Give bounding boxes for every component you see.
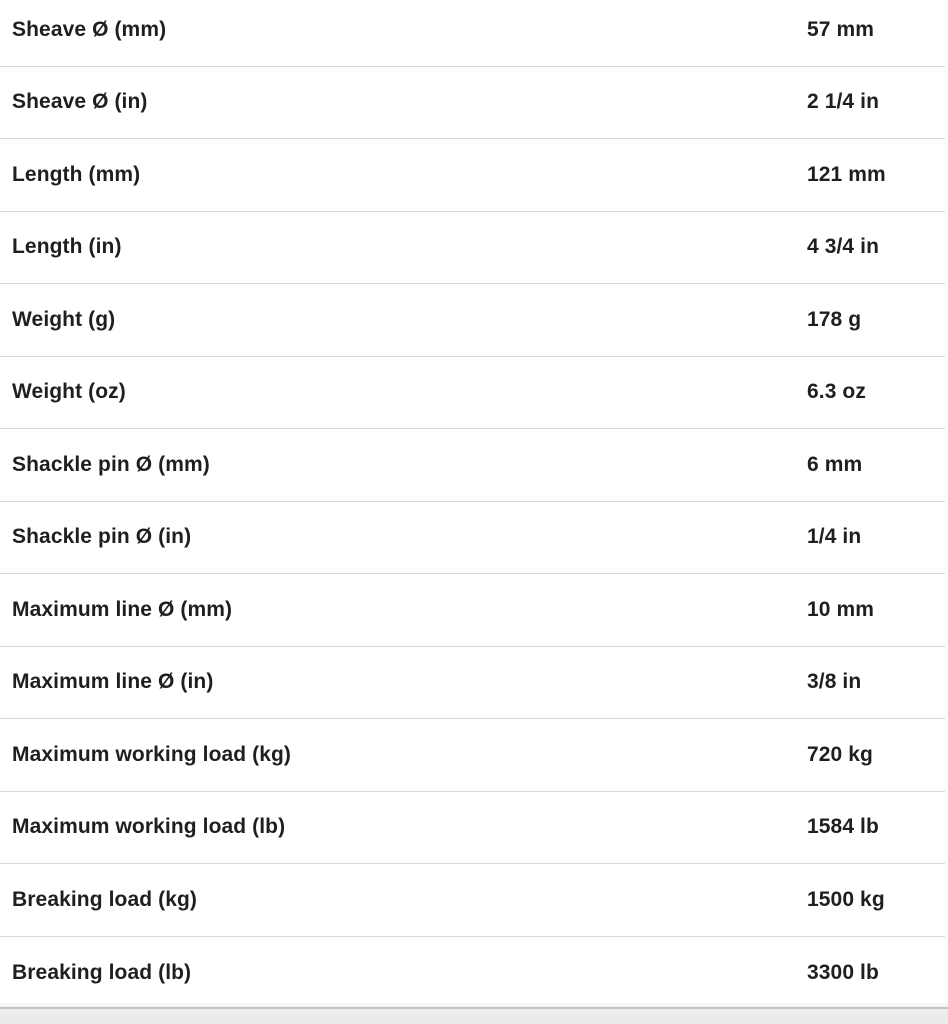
spec-value: 3/8 in — [807, 670, 862, 694]
spec-row — [0, 139, 945, 212]
spec-label: Length (mm) — [12, 162, 141, 186]
spec-value: 10 mm — [807, 597, 875, 621]
spec-value: 720 kg — [807, 742, 873, 766]
spec-value: 6.3 oz — [807, 380, 866, 404]
spec-row — [0, 574, 945, 647]
spec-row — [0, 429, 945, 502]
spec-label: Breaking load (kg) — [12, 887, 197, 911]
spec-label: Sheave Ø (in) — [12, 90, 148, 114]
spec-row — [0, 357, 945, 430]
spec-row — [0, 0, 945, 67]
spec-label: Breaking load (lb) — [12, 960, 192, 984]
spec-row — [0, 284, 945, 357]
spec-label: Weight (g) — [12, 307, 116, 331]
spec-value: 121 mm — [807, 162, 886, 186]
spec-row — [0, 719, 945, 792]
spec-label: Weight (oz) — [12, 380, 126, 404]
spec-label: Shackle pin Ø (in) — [12, 525, 192, 549]
spec-value: 57 mm — [807, 17, 875, 41]
spec-row — [0, 937, 945, 1010]
spec-row — [0, 502, 945, 575]
spec-label: Maximum line Ø (in) — [12, 670, 214, 694]
spec-value: 4 3/4 in — [807, 235, 880, 259]
spec-value: 1584 lb — [807, 815, 879, 839]
footer-strip — [0, 1001, 948, 1024]
spec-value: 3300 lb — [807, 960, 879, 984]
spec-label: Maximum working load (lb) — [12, 815, 286, 839]
spec-label: Maximum working load (kg) — [12, 742, 292, 766]
spec-label: Length (in) — [12, 235, 122, 259]
spec-value: 6 mm — [807, 452, 863, 476]
spec-value: 1500 kg — [807, 887, 885, 911]
spec-value: 1/4 in — [807, 525, 862, 549]
spec-row — [0, 864, 945, 937]
spec-value: 178 g — [807, 307, 862, 331]
spec-value: 2 1/4 in — [807, 90, 880, 114]
spec-label: Sheave Ø (mm) — [12, 17, 167, 41]
footer-bar — [0, 1007, 948, 1024]
spec-label: Shackle pin Ø (mm) — [12, 452, 210, 476]
spec-row — [0, 647, 945, 720]
spec-label: Maximum line Ø (mm) — [12, 597, 233, 621]
spec-row — [0, 212, 945, 285]
spec-row — [0, 67, 945, 140]
spec-row — [0, 792, 945, 865]
